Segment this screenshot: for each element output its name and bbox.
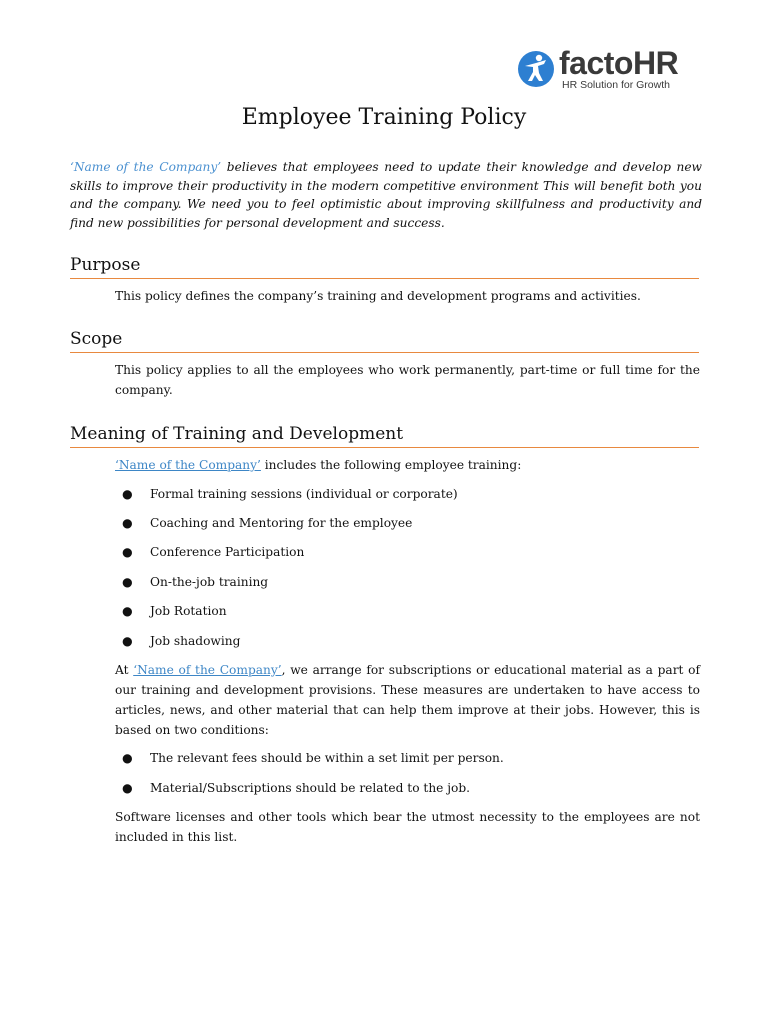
list-item-text: Formal training sessions (individual or corporate): [150, 487, 458, 501]
list-item-text: Material/Subscriptions should be related to the job.: [150, 781, 471, 795]
list-item: [122, 542, 304, 562]
bullet-icon: ●: [122, 781, 133, 795]
list-item: [122, 631, 240, 651]
list-item: [122, 484, 458, 504]
list-item: [122, 513, 412, 533]
list-item-text: Job shadowing: [150, 634, 241, 648]
purpose-text: This policy defines the company’s training and development programs and activities.: [115, 289, 641, 303]
list-item-text: The relevant fees should be within a set limit per person.: [150, 751, 504, 765]
intro-paragraph: [70, 158, 702, 232]
list-item: [122, 778, 470, 798]
list-item-text: Coaching and Mentoring for the employee: [150, 516, 413, 530]
meaning-heading: Meaning of Training and Development: [70, 422, 699, 448]
bullet-icon: ●: [122, 604, 133, 618]
logo-tagline: HR Solution for Growth: [562, 79, 670, 91]
bullet-icon: ●: [122, 634, 133, 648]
list-item-text: On-the-job training: [150, 575, 269, 589]
factohr-logo-icon: [517, 50, 555, 88]
company-name-link[interactable]: ‘Name of the Company’: [133, 663, 282, 677]
bullet-icon: ●: [122, 751, 133, 765]
list-item: [122, 748, 504, 768]
bullet-icon: ●: [122, 545, 133, 559]
meaning-lead: [115, 455, 700, 475]
list-item-text: Conference Participation: [150, 545, 305, 559]
page-title: Employee Training Policy: [241, 105, 527, 130]
intro-text: believes that employees need to update their knowledge and develop new skills to improve their productivity in the modern competitive environment This will benefit both you and the company. We need you to feel optimistic about improving skillfulness and productivity and find new possibilities for personal development and success.: [70, 160, 702, 230]
para-at: At: [115, 663, 134, 677]
company-name-link[interactable]: ‘Name of the Company’: [115, 458, 261, 472]
logo-wordmark: factoHR: [559, 45, 679, 81]
subscriptions-text: , we arrange for subscriptions or educational material as a part of our training and development provisions. These measures are undertaken to have access to articles, news, and other material that can help them improve at their jobs. However, this is based on two conditions:: [115, 663, 700, 737]
subscriptions-paragraph: [115, 660, 700, 740]
list-item: [122, 601, 227, 621]
factohr-logo: [517, 44, 692, 94]
list-item-text: Job Rotation: [150, 604, 227, 618]
scope-heading: Scope: [70, 327, 699, 353]
bullet-icon: ●: [122, 487, 133, 501]
company-name-link[interactable]: ‘Name of the Company’: [70, 160, 222, 174]
closing-paragraph: Software licenses and other tools which bear the utmost necessity to the employees are not included in this list.: [115, 810, 700, 844]
list-item: [122, 572, 268, 592]
bullet-icon: ●: [122, 575, 133, 589]
scope-text: This policy applies to all the employees who work permanently, part-time or full time for the company.: [115, 363, 700, 397]
purpose-heading: Purpose: [70, 253, 699, 279]
bullet-icon: ●: [122, 516, 133, 530]
meaning-lead-text: includes the following employee training:: [260, 458, 522, 472]
